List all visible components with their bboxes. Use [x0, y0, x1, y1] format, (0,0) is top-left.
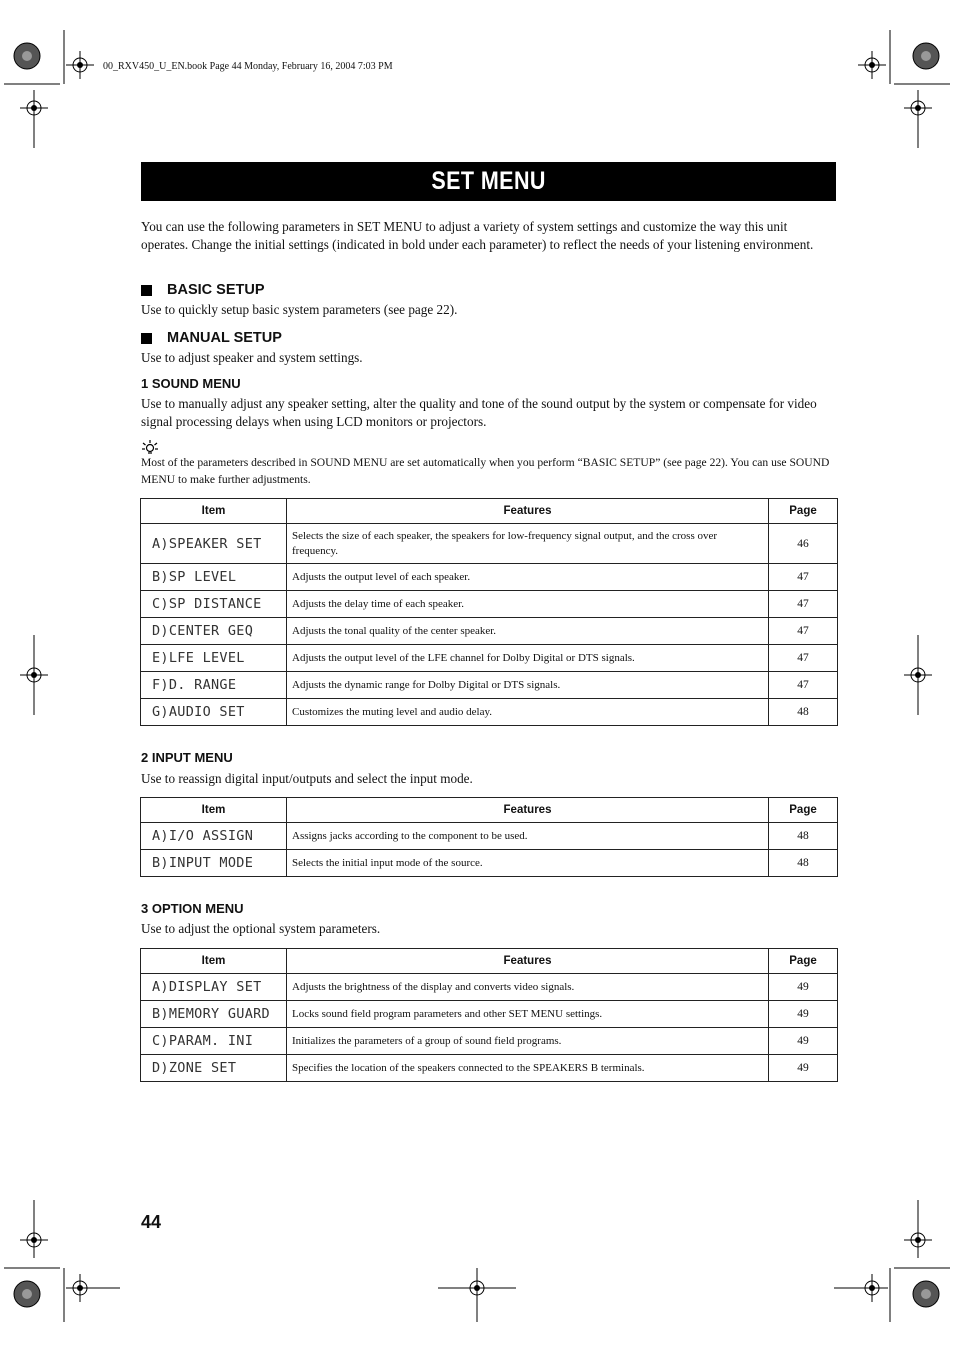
item-cell: B)MEMORY GUARD: [141, 1001, 287, 1028]
features-cell: Locks sound field program parameters and other SET MENU settings.: [287, 1001, 769, 1028]
features-cell: Customizes the muting level and audio delay.: [287, 699, 769, 726]
option-menu-text: Use to adjust the optional system parameters.: [141, 921, 381, 936]
features-cell: Adjusts the output level of the LFE channel for Dolby Digital or DTS signals.: [287, 645, 769, 672]
column-header-page: Page: [769, 499, 838, 524]
basic-setup-text: Use to quickly setup basic system parameters (see page 22).: [141, 302, 458, 317]
column-header-features: Features: [287, 798, 769, 823]
table-row: [141, 974, 838, 1001]
page-cell: 47: [769, 591, 838, 618]
features-cell: Assigns jacks according to the component to be used.: [287, 823, 769, 850]
sound-menu-table: [140, 498, 838, 726]
item-cell: G)AUDIO SET: [141, 699, 287, 726]
page-title: SET MENU: [431, 167, 546, 195]
column-header-item: Item: [141, 499, 287, 524]
item-cell: F)D. RANGE: [141, 672, 287, 699]
table-row: [141, 645, 838, 672]
column-header-page: Page: [769, 949, 838, 974]
manual-setup-heading: MANUAL SETUP: [141, 330, 282, 346]
page-cell: 49: [769, 1055, 838, 1082]
item-cell: D)CENTER GEQ: [141, 618, 287, 645]
features-cell: Adjusts the dynamic range for Dolby Digital or DTS signals.: [287, 672, 769, 699]
intro-paragraph: You can use the following parameters in SET MENU to adjust a variety of system settings and customize the way this unit operates. Change the initial settings (indicated in bold under each parameter) to reflect the needs of your listening environment.: [141, 219, 814, 252]
sound-menu-heading: 1 SOUND MENU: [141, 376, 241, 391]
item-cell: B)INPUT MODE: [141, 850, 287, 877]
item-cell: A)I/O ASSIGN: [141, 823, 287, 850]
item-cell: C)PARAM. INI: [141, 1028, 287, 1055]
item-cell: A)DISPLAY SET: [141, 974, 287, 1001]
basic-setup-heading: BASIC SETUP: [141, 282, 265, 298]
table-row: [141, 591, 838, 618]
column-header-features: Features: [287, 949, 769, 974]
page-cell: 48: [769, 850, 838, 877]
page-cell: 49: [769, 974, 838, 1001]
manual-setup-text: Use to adjust speaker and system settings.: [141, 350, 363, 365]
item-cell: C)SP DISTANCE: [141, 591, 287, 618]
tip-icon: [141, 439, 159, 455]
sound-menu-text: Use to manually adjust any speaker setting, alter the quality and tone of the sound output by the system or compensate for video signal processing delays when using LCD monitors or projectors.: [141, 396, 817, 429]
features-cell: Adjusts the output level of each speaker.: [287, 564, 769, 591]
page-cell: 47: [769, 672, 838, 699]
item-cell: A)SPEAKER SET: [141, 524, 287, 564]
table-row: [141, 1028, 838, 1055]
table-row: [141, 618, 838, 645]
input-menu-table: [140, 797, 838, 877]
column-header-features: Features: [287, 499, 769, 524]
page-cell: 46: [769, 524, 838, 564]
table-row: [141, 699, 838, 726]
table-row: [141, 524, 838, 564]
features-cell: Selects the size of each speaker, the speakers for low-frequency signal output, and the cross over frequency.: [287, 524, 769, 564]
page-cell: 49: [769, 1028, 838, 1055]
page-cell: 48: [769, 823, 838, 850]
features-cell: Adjusts the brightness of the display and converts video signals.: [287, 974, 769, 1001]
page-title-bar: [141, 162, 836, 201]
table-row: [141, 850, 838, 877]
input-menu-text: Use to reassign digital input/outputs and select the input mode.: [141, 771, 473, 786]
table-row: [141, 823, 838, 850]
option-menu-table: [140, 948, 838, 1082]
page-cell: 49: [769, 1001, 838, 1028]
page-cell: 47: [769, 564, 838, 591]
table-row: [141, 672, 838, 699]
features-cell: Adjusts the delay time of each speaker.: [287, 591, 769, 618]
features-cell: Specifies the location of the speakers connected to the SPEAKERS B terminals.: [287, 1055, 769, 1082]
table-row: [141, 1001, 838, 1028]
page-cell: 48: [769, 699, 838, 726]
table-row: [141, 1055, 838, 1082]
table-row: [141, 564, 838, 591]
column-header-page: Page: [769, 798, 838, 823]
features-cell: Initializes the parameters of a group of sound field programs.: [287, 1028, 769, 1055]
square-bullet-icon: [141, 333, 152, 344]
file-header-note: 00_RXV450_U_EN.book Page 44 Monday, February 16, 2004 7:03 PM: [103, 61, 393, 72]
page-number: 44: [141, 1212, 162, 1232]
column-header-item: Item: [141, 949, 287, 974]
item-cell: B)SP LEVEL: [141, 564, 287, 591]
features-cell: Adjusts the tonal quality of the center speaker.: [287, 618, 769, 645]
column-header-item: Item: [141, 798, 287, 823]
page-cell: 47: [769, 618, 838, 645]
item-cell: E)LFE LEVEL: [141, 645, 287, 672]
page-cell: 47: [769, 645, 838, 672]
features-cell: Selects the initial input mode of the source.: [287, 850, 769, 877]
input-menu-heading: 2 INPUT MENU: [141, 750, 233, 765]
option-menu-heading: 3 OPTION MENU: [141, 901, 244, 916]
item-cell: D)ZONE SET: [141, 1055, 287, 1082]
square-bullet-icon: [141, 285, 152, 296]
tip-text: Most of the parameters described in SOUND MENU are set automatically when you perform “BASIC SETUP” (see page 22). You can use SOUND MENU to make further adjustments.: [141, 456, 830, 486]
